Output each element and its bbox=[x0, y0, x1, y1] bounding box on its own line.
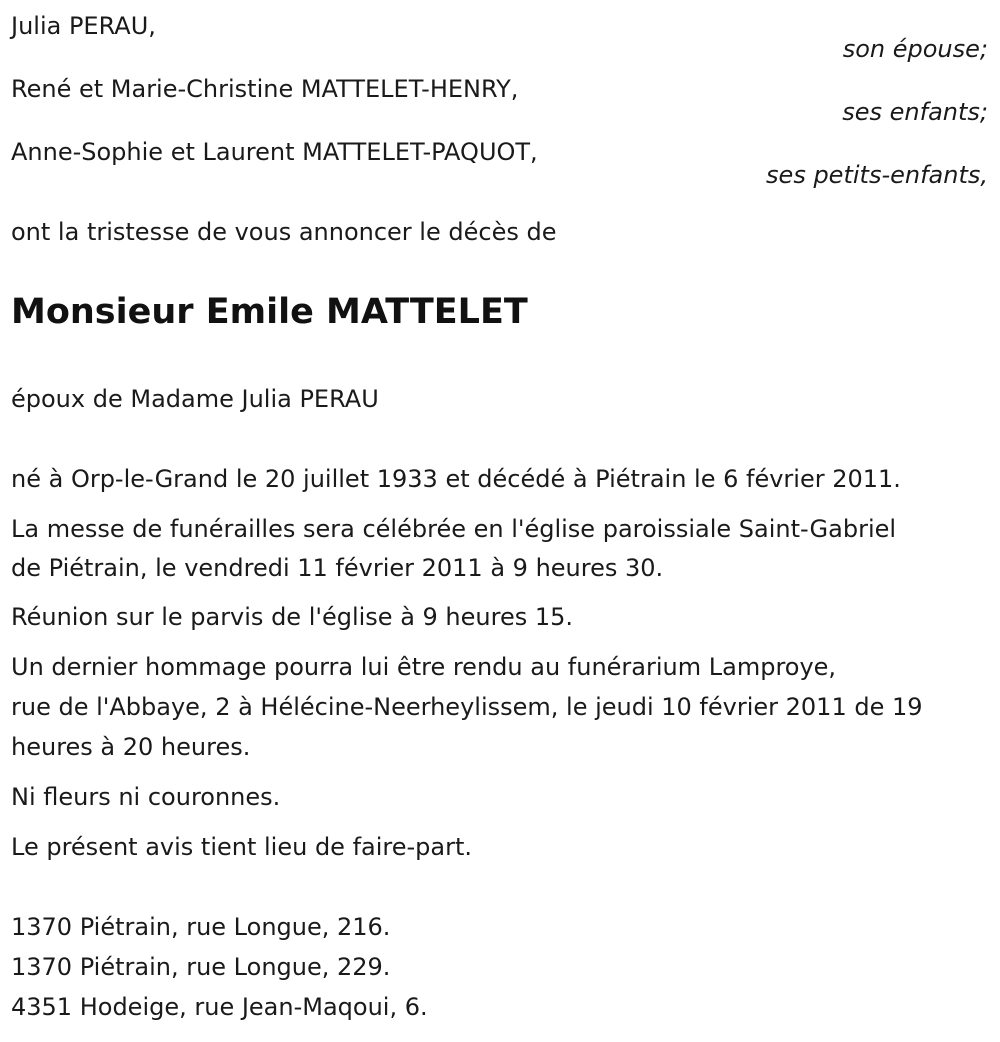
family-names-children: René et Marie-Christine MATTELET-HENRY, bbox=[11, 75, 519, 103]
family-relation-spouse: son épouse; bbox=[842, 35, 988, 63]
birth-death-line: né à Orp-le-Grand le 20 juillet 1933 et décédé à Piétrain le 6 février 2011. bbox=[11, 465, 901, 493]
funeral-mass-line-2: de Piétrain, le vendredi 11 février 2011 à 9 heures 30. bbox=[11, 554, 664, 582]
family-relation-children: ses enfants; bbox=[842, 98, 988, 126]
spouse-line: époux de Madame Julia PERAU bbox=[11, 385, 379, 413]
homage-line-1: Un dernier hommage pourra lui être rendu au funérarium Lamproye, bbox=[11, 653, 837, 681]
flowers-line: Ni fleurs ni couronnes. bbox=[11, 783, 281, 811]
homage-line-3: heures à 20 heures. bbox=[11, 733, 251, 761]
deceased-name: Monsieur Emile MATTELET bbox=[11, 292, 528, 332]
announcement-text: ont la tristesse de vous annoncer le décès de bbox=[11, 218, 557, 246]
family-names-grandchildren: Anne-Sophie et Laurent MATTELET-PAQUOT, bbox=[11, 138, 538, 166]
funeral-mass-line-1: La messe de funérailles sera célébrée en l'église paroissiale Saint-Gabriel bbox=[11, 515, 897, 543]
address-3: 4351 Hodeige, rue Jean-Maqoui, 6. bbox=[11, 993, 428, 1021]
notice-line: Le présent avis tient lieu de faire-part. bbox=[11, 833, 473, 861]
address-1: 1370 Piétrain, rue Longue, 216. bbox=[11, 913, 391, 941]
family-names-spouse: Julia PERAU, bbox=[11, 12, 156, 40]
address-2: 1370 Piétrain, rue Longue, 229. bbox=[11, 953, 391, 981]
family-relation-grandchildren: ses petits-enfants, bbox=[766, 161, 988, 189]
homage-line-2: rue de l'Abbaye, 2 à Hélécine-Neerheylissem, le jeudi 10 février 2011 de 19 bbox=[11, 693, 923, 721]
meeting-line: Réunion sur le parvis de l'église à 9 heures 15. bbox=[11, 603, 574, 631]
